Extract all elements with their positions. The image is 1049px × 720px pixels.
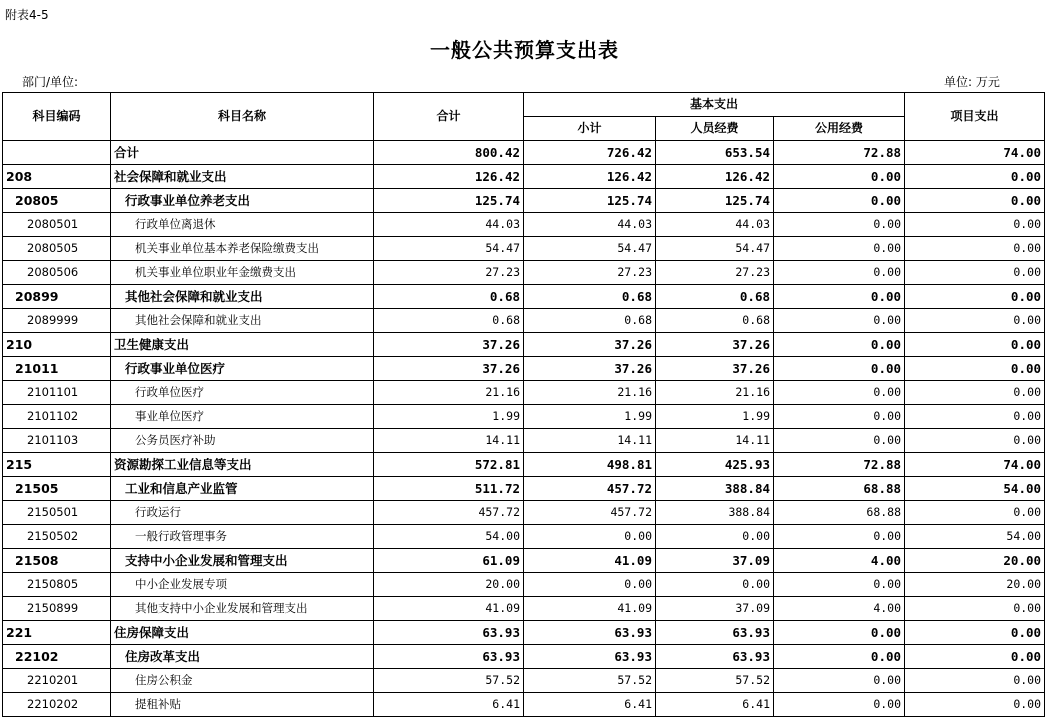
table-row [3,213,1045,237]
cell-name: 行政单位医疗 [111,381,374,405]
department-label: 部门/单位: [22,75,79,89]
cell-code: 20899 [3,285,111,309]
table-row [3,381,1045,405]
cell-project: 54.00 [905,477,1045,501]
cell-code: 21011 [3,357,111,381]
attachment-label: 附表4-5 [5,8,49,22]
cell-name: 机关事业单位职业年金缴费支出 [111,261,374,285]
cell-project: 0.00 [905,261,1045,285]
cell-public: 0.00 [774,189,905,213]
cell-project: 20.00 [905,573,1045,597]
cell-name: 支持中小企业发展和管理支出 [111,549,374,573]
cell-subtotal: 27.23 [524,261,656,285]
cell-personnel: 388.84 [656,477,774,501]
table-row [3,165,1045,189]
cell-public: 0.00 [774,693,905,717]
cell-personnel: 63.93 [656,621,774,645]
cell-name: 合计 [111,141,374,165]
cell-personnel: 0.68 [656,309,774,333]
cell-total: 54.00 [374,525,524,549]
cell-total: 37.26 [374,333,524,357]
table-row [3,645,1045,669]
cell-subtotal: 37.26 [524,333,656,357]
cell-code: 2150805 [3,573,111,597]
cell-code: 215 [3,453,111,477]
cell-total: 457.72 [374,501,524,525]
cell-name: 机关事业单位基本养老保险缴费支出 [111,237,374,261]
cell-code: 22102 [3,645,111,669]
table-row [3,693,1045,717]
cell-total: 511.72 [374,477,524,501]
cell-name: 住房改革支出 [111,645,374,669]
cell-project: 0.00 [905,597,1045,621]
cell-code: 2080501 [3,213,111,237]
cell-personnel: 0.68 [656,285,774,309]
cell-public: 0.00 [774,645,905,669]
cell-subtotal: 6.41 [524,693,656,717]
cell-public: 0.00 [774,165,905,189]
cell-name: 资源勘探工业信息等支出 [111,453,374,477]
cell-name: 其他社会保障和就业支出 [111,309,374,333]
cell-subtotal: 44.03 [524,213,656,237]
table-row [3,405,1045,429]
cell-name: 事业单位医疗 [111,405,374,429]
cell-project: 0.00 [905,309,1045,333]
cell-public: 0.00 [774,261,905,285]
cell-total: 14.11 [374,429,524,453]
table-body [3,141,1045,717]
cell-code: 20805 [3,189,111,213]
cell-subtotal: 14.11 [524,429,656,453]
cell-code: 208 [3,165,111,189]
cell-code: 21505 [3,477,111,501]
cell-total: 44.03 [374,213,524,237]
cell-total: 41.09 [374,597,524,621]
cell-subtotal: 57.52 [524,669,656,693]
cell-project: 0.00 [905,645,1045,669]
cell-personnel: 37.26 [656,333,774,357]
cell-total: 572.81 [374,453,524,477]
cell-name: 行政单位离退休 [111,213,374,237]
table-row [3,453,1045,477]
cell-public: 0.00 [774,285,905,309]
table-row [3,549,1045,573]
cell-total: 37.26 [374,357,524,381]
header-name: 科目名称 [111,93,374,141]
cell-project: 74.00 [905,453,1045,477]
cell-code: 2101101 [3,381,111,405]
cell-name: 其他社会保障和就业支出 [111,285,374,309]
cell-personnel: 0.00 [656,525,774,549]
table-row [3,357,1045,381]
cell-public: 0.00 [774,213,905,237]
table-row [3,261,1045,285]
cell-project: 0.00 [905,213,1045,237]
cell-public: 0.00 [774,333,905,357]
cell-code: 2150502 [3,525,111,549]
header-subtotal: 小计 [524,117,656,141]
cell-subtotal: 125.74 [524,189,656,213]
cell-subtotal: 0.00 [524,525,656,549]
cell-code: 2080505 [3,237,111,261]
cell-total: 6.41 [374,693,524,717]
cell-name: 行政事业单位医疗 [111,357,374,381]
cell-code: 2101103 [3,429,111,453]
cell-name: 中小企业发展专项 [111,573,374,597]
cell-total: 63.93 [374,645,524,669]
cell-subtotal: 63.93 [524,645,656,669]
cell-subtotal: 41.09 [524,597,656,621]
cell-subtotal: 1.99 [524,405,656,429]
cell-project: 0.00 [905,333,1045,357]
table-row [3,669,1045,693]
cell-code: 21508 [3,549,111,573]
cell-name: 行政运行 [111,501,374,525]
cell-code: 210 [3,333,111,357]
cell-project: 54.00 [905,525,1045,549]
cell-total: 0.68 [374,285,524,309]
cell-subtotal: 37.26 [524,357,656,381]
cell-personnel: 63.93 [656,645,774,669]
cell-subtotal: 457.72 [524,477,656,501]
cell-code: 2080506 [3,261,111,285]
cell-subtotal: 457.72 [524,501,656,525]
cell-name: 一般行政管理事务 [111,525,374,549]
cell-subtotal: 498.81 [524,453,656,477]
cell-public: 72.88 [774,453,905,477]
cell-subtotal: 126.42 [524,165,656,189]
cell-name: 卫生健康支出 [111,333,374,357]
cell-project: 0.00 [905,237,1045,261]
cell-subtotal: 726.42 [524,141,656,165]
cell-public: 0.00 [774,357,905,381]
cell-project: 0.00 [905,405,1045,429]
cell-subtotal: 63.93 [524,621,656,645]
cell-personnel: 0.00 [656,573,774,597]
cell-project: 20.00 [905,549,1045,573]
cell-public: 0.00 [774,381,905,405]
cell-personnel: 388.84 [656,501,774,525]
cell-personnel: 37.09 [656,597,774,621]
cell-code: 2089999 [3,309,111,333]
cell-public: 68.88 [774,477,905,501]
cell-project: 0.00 [905,285,1045,309]
cell-personnel: 653.54 [656,141,774,165]
cell-public: 0.00 [774,669,905,693]
cell-project: 0.00 [905,501,1045,525]
cell-code [3,141,111,165]
cell-name: 社会保障和就业支出 [111,165,374,189]
cell-total: 27.23 [374,261,524,285]
cell-subtotal: 0.00 [524,573,656,597]
cell-personnel: 6.41 [656,693,774,717]
cell-subtotal: 0.68 [524,285,656,309]
cell-project: 0.00 [905,621,1045,645]
cell-public: 0.00 [774,621,905,645]
cell-total: 125.74 [374,189,524,213]
cell-public: 0.00 [774,309,905,333]
cell-name: 工业和信息产业监管 [111,477,374,501]
cell-subtotal: 54.47 [524,237,656,261]
cell-total: 61.09 [374,549,524,573]
table-row [3,309,1045,333]
header-code: 科目编码 [3,93,111,141]
expenditure-table [2,92,1045,717]
cell-project: 0.00 [905,693,1045,717]
cell-public: 0.00 [774,237,905,261]
cell-public: 4.00 [774,549,905,573]
cell-personnel: 125.74 [656,189,774,213]
cell-total: 126.42 [374,165,524,189]
cell-personnel: 1.99 [656,405,774,429]
cell-subtotal: 41.09 [524,549,656,573]
table-row [3,501,1045,525]
cell-project: 0.00 [905,381,1045,405]
table-row [3,237,1045,261]
cell-name: 行政事业单位养老支出 [111,189,374,213]
cell-public: 0.00 [774,405,905,429]
table-row [3,477,1045,501]
cell-code: 2210201 [3,669,111,693]
cell-code: 2150899 [3,597,111,621]
cell-personnel: 27.23 [656,261,774,285]
cell-project: 0.00 [905,189,1045,213]
cell-personnel: 21.16 [656,381,774,405]
table-row [3,597,1045,621]
cell-personnel: 44.03 [656,213,774,237]
cell-name: 公务员医疗补助 [111,429,374,453]
cell-code: 2101102 [3,405,111,429]
table-row [3,525,1045,549]
cell-subtotal: 21.16 [524,381,656,405]
cell-public: 68.88 [774,501,905,525]
cell-personnel: 57.52 [656,669,774,693]
cell-code: 221 [3,621,111,645]
table-row [3,573,1045,597]
header-basic: 基本支出 [524,93,905,117]
cell-total: 21.16 [374,381,524,405]
header-personnel: 人员经费 [656,117,774,141]
page-title: 一般公共预算支出表 [430,38,619,62]
cell-public: 72.88 [774,141,905,165]
cell-public: 0.00 [774,573,905,597]
table-row [3,141,1045,165]
cell-total: 800.42 [374,141,524,165]
cell-name: 提租补贴 [111,693,374,717]
unit-label: 单位: 万元 [944,75,1000,89]
cell-personnel: 37.09 [656,549,774,573]
cell-code: 2210202 [3,693,111,717]
cell-personnel: 37.26 [656,357,774,381]
table-row [3,285,1045,309]
header-project: 项目支出 [905,93,1045,141]
cell-total: 54.47 [374,237,524,261]
cell-project: 0.00 [905,357,1045,381]
header-total: 合计 [374,93,524,141]
cell-project: 0.00 [905,669,1045,693]
cell-personnel: 425.93 [656,453,774,477]
cell-public: 0.00 [774,525,905,549]
cell-project: 74.00 [905,141,1045,165]
table-row [3,429,1045,453]
cell-personnel: 126.42 [656,165,774,189]
cell-subtotal: 0.68 [524,309,656,333]
table-row [3,621,1045,645]
table-row [3,189,1045,213]
cell-total: 0.68 [374,309,524,333]
cell-total: 63.93 [374,621,524,645]
cell-public: 0.00 [774,429,905,453]
cell-personnel: 54.47 [656,237,774,261]
cell-project: 0.00 [905,165,1045,189]
cell-personnel: 14.11 [656,429,774,453]
cell-name: 住房公积金 [111,669,374,693]
cell-name: 其他支持中小企业发展和管理支出 [111,597,374,621]
cell-public: 4.00 [774,597,905,621]
cell-project: 0.00 [905,429,1045,453]
table-row [3,333,1045,357]
cell-code: 2150501 [3,501,111,525]
cell-total: 57.52 [374,669,524,693]
cell-name: 住房保障支出 [111,621,374,645]
header-public: 公用经费 [774,117,905,141]
cell-total: 1.99 [374,405,524,429]
cell-total: 20.00 [374,573,524,597]
